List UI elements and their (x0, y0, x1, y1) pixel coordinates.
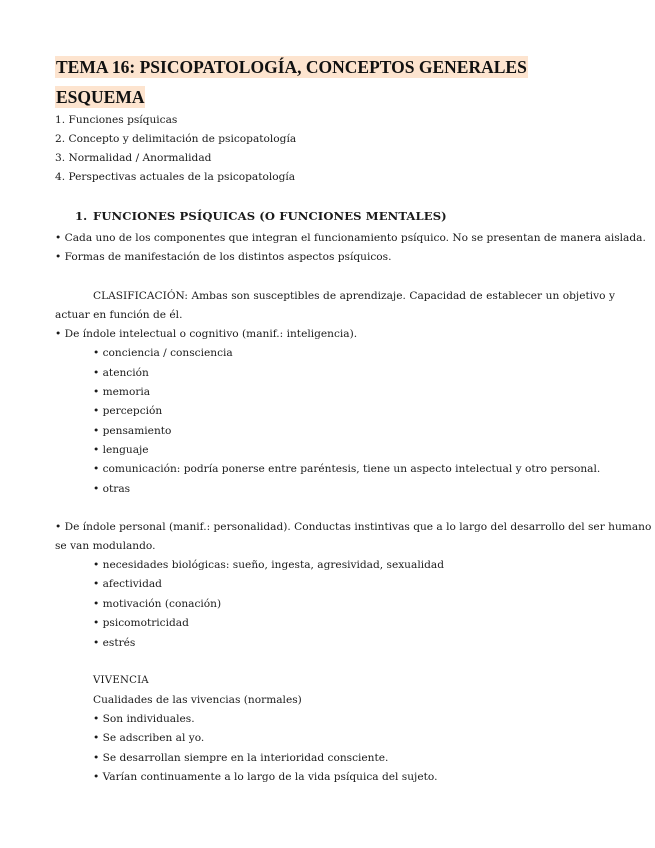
section-bullet: • Formas de manifestación de los distintos aspectos psíquicos. (55, 251, 392, 263)
clasificacion-paragraph-line: CLASIFICACIÓN: Ambas son susceptibles de aprendizaje. Capacidad de establecer un objetivo y (93, 290, 615, 302)
personal-item: • afectividad (93, 578, 162, 590)
vivencia-item: • Se desarrollan siempre en la interioridad consciente. (93, 752, 389, 764)
vivencia-item: • Se adscriben al yo. (93, 732, 205, 744)
intelectual-item: • memoria (93, 386, 151, 398)
intelectual-item: • percepción (93, 405, 163, 417)
vivencia-subheading: Cualidades de las vivencias (normales) (93, 694, 302, 706)
outline-item: 1. Funciones psíquicas (55, 114, 178, 126)
intelectual-item: • lenguaje (93, 444, 149, 456)
personal-item: • psicomotricidad (93, 617, 189, 629)
intelectual-item: • comunicación: podría ponerse entre paréntesis, tiene un aspecto intelectual y otro personal. (93, 463, 601, 475)
intelectual-item: • conciencia / consciencia (93, 347, 233, 359)
document-title: TEMA 16: PSICOPATOLOGÍA, CONCEPTOS GENERALES (56, 57, 527, 77)
personal-item: • motivación (conación) (93, 598, 222, 610)
intelectual-item: • pensamiento (93, 425, 172, 437)
clasificacion-paragraph-line: actuar en función de él. (55, 309, 183, 321)
outline-item: 4. Perspectivas actuales de la psicopatología (55, 171, 296, 183)
personal-header-line: se van modulando. (55, 540, 156, 552)
personal-item: • estrés (93, 637, 136, 649)
document-subtitle: ESQUEMA (56, 87, 145, 107)
vivencia-item: • Son individuales. (93, 713, 195, 725)
section-bullet: • Cada uno de los componentes que integran el funcionamiento psíquico. No se presentan de manera aislada. (55, 232, 646, 244)
vivencia-label: VIVENCIA (93, 675, 149, 686)
vivencia-item: • Varían continuamente a lo largo de la vida psíquica del sujeto. (93, 771, 438, 783)
personal-header-line: • De índole personal (manif.: personalidad). Conductas instintivas que a lo largo del desarrollo del ser humano (55, 521, 652, 533)
intelectual-item: • atención (93, 367, 149, 379)
outline-item: 2. Concepto y delimitación de psicopatología (55, 133, 297, 145)
personal-item: • necesidades biológicas: sueño, ingesta, agresividad, sexualidad (93, 559, 444, 571)
section-heading: FUNCIONES PSÍQUICAS (O FUNCIONES MENTALES) (93, 209, 447, 223)
intelectual-header: • De índole intelectual o cognitivo (manif.: inteligencia). (55, 328, 358, 340)
intelectual-item: • otras (93, 483, 131, 495)
outline-item: 3. Normalidad / Anormalidad (55, 152, 212, 164)
section-number: 1. (75, 209, 88, 223)
